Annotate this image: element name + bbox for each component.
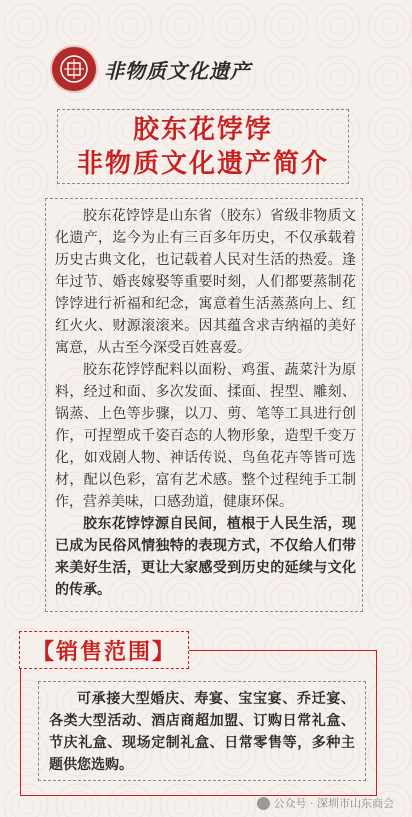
title-box: [57, 109, 349, 184]
sales-scope-heading: 【销售范围】: [19, 631, 189, 669]
intro-text-box: [45, 198, 363, 612]
wechat-icon: [257, 797, 270, 810]
header-logo: [52, 46, 251, 92]
title-line-1: 胶东花饽饽: [132, 114, 273, 145]
heritage-emblem-icon: [52, 47, 96, 91]
sales-scope-text: 可承接大型婚庆、寿宴、宝宝宴、乔迁宴、各类大型活动、酒店商超加盟、订购日常礼盒、节庆礼盒、现场定制礼盒、日常零售等，多种主题供您选购。: [49, 691, 355, 773]
title-line-2: 非物质文化遗产简介: [76, 148, 329, 179]
wechat-watermark: [257, 795, 395, 811]
logo-text: 非物质文化遗产: [104, 58, 251, 83]
intro-paragraph-2: 胶东花饽饽配料以面粉、鸡蛋、蔬菜汁为原料，经过和面、多次发面、揉面、捏型、雕刻、锅蒸、上色等步骤，以刀、剪、笔等工具进行创作，可捏塑成千姿百态的人物形象，造型千变万化，如戏剧人物、神话传说、鸟鱼花卉等皆可选材，配以色彩，富有艺术感。整个过程纯手工制作，营养美味，口感劲道，健康环保。: [55, 362, 356, 510]
intro-paragraph-3: 胶东花饽饽源自民间，植根于人民生活，现已成为民俗风情独特的表现方式，不仅给人们带来美好生活，更让大家感受到历史的延续与文化的传承。: [55, 516, 356, 598]
intro-paragraph-1: 胶东花饽饽是山东省（胶东）省级非物质文化遗产，迄今为止有三百多年历史，不仅承载着历史古典文化，也记载着人民对生活的热爱。逢年过节、婚丧嫁娶等重要时刻，人们都要蒸制花饽饽进行祈福和纪念，寓意着生活蒸蒸向上、红红火火、财源滚滚来。因其蕴含求吉纳福的美好寓意，从古至今深受百姓喜爱。: [55, 208, 356, 356]
watermark-text: 公众号 · 深圳市山东商会: [273, 797, 394, 810]
sales-scope-box: [38, 681, 366, 781]
